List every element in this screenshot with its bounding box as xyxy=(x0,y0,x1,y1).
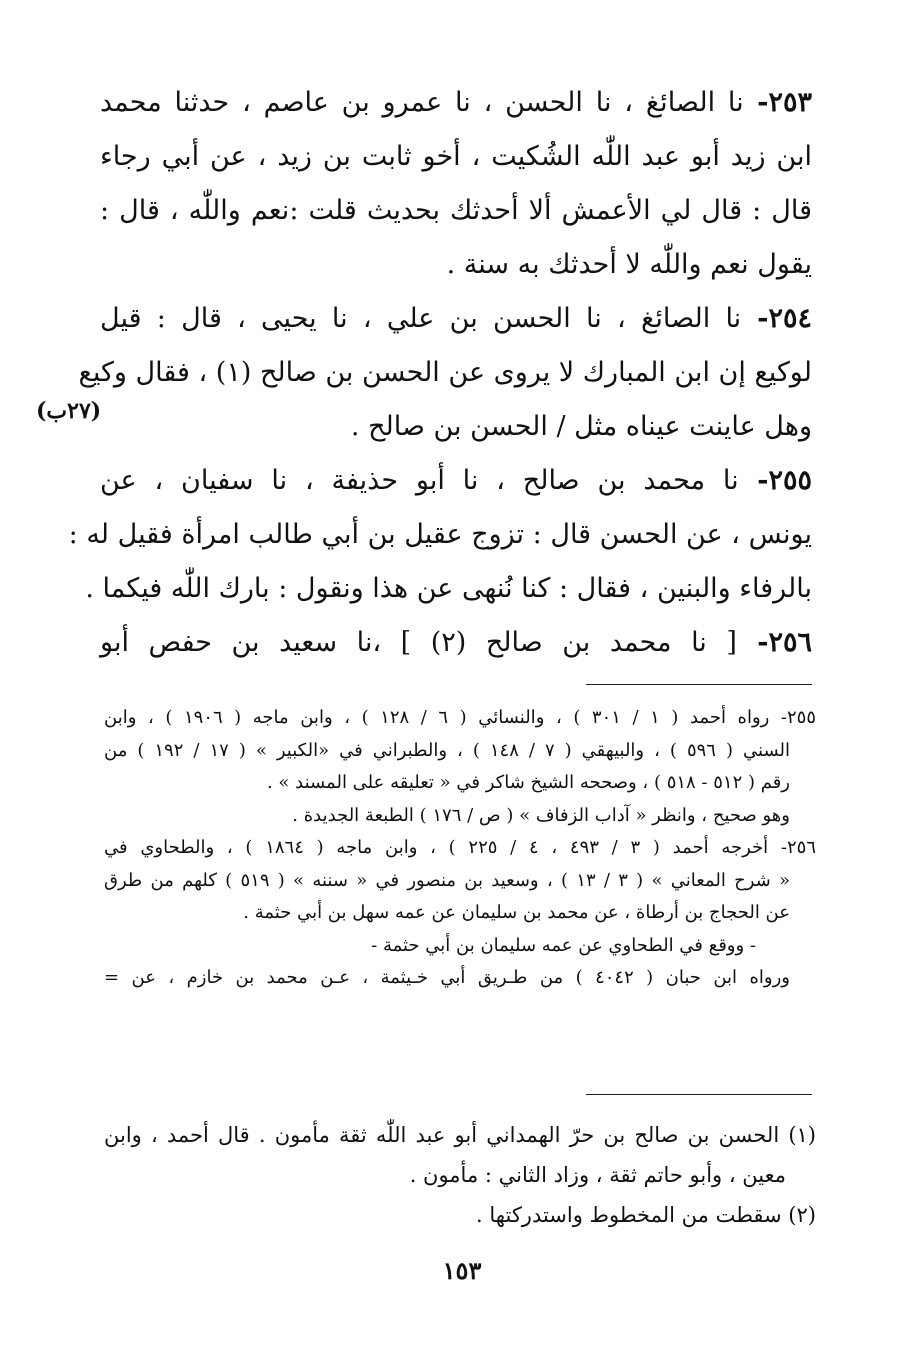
text-line: ٢٥٥- نا محمد بن صالح ، نا أبو حذيفة ، نا سفيان ، عن xyxy=(100,465,813,496)
text-line: ٢٥٦- [ نا محمد بن صالح (٢) ] ،نا سعيد بن حفص أبو xyxy=(100,627,812,658)
hadith-254 xyxy=(78,292,812,454)
page-number: ١٥٣ xyxy=(442,1256,482,1285)
note-line: (٢) سقطت من المخطوط واستدركتها . xyxy=(476,1203,816,1227)
text-line: لوكيع إن ابن المبارك لا يروى عن الحسن بن صالح (١) ، فقال وكيع xyxy=(78,357,812,388)
margin-folio-note: (٢٧ب) xyxy=(36,398,102,424)
footnote-line: وهو صحيح ، وانظر « آداب الزفاف » ( ص / ١٧٦ ) الطبعة الجديدة . xyxy=(292,804,790,826)
notes-separator xyxy=(586,1094,812,1095)
takhrij-separator xyxy=(586,684,812,685)
text-line: ٢٥٤- نا الصائغ ، نا الحسن بن علي ، نا يحيى ، قال : قيل xyxy=(100,303,812,334)
hadith-number: ٢٥٥- xyxy=(738,465,813,496)
takhrij-footnotes xyxy=(104,702,816,995)
footnote-line: ورواه ابن حبان ( ٤٠٤٢ ) من طـريق أبي خـيثمة ، عـن محمد بن خازم ، عن = xyxy=(104,967,790,988)
note-line: (١) الحسن بن صالح بن حرّ الهمداني أبو عبد اللّٰه ثقة مأمون . قال أحمد ، وابن xyxy=(104,1123,816,1147)
hadith-256 xyxy=(100,616,812,670)
text-line: وهل عاينت عيناه مثل / الحسن بن صالح . xyxy=(350,411,812,442)
hadith-255 xyxy=(68,454,813,616)
footnote-line: رقم ( ٥١٢ - ٥١٨ ) ، وصححه الشيخ شاكر في « تعليقه على المسند » . xyxy=(266,772,790,793)
hadith-number: ٢٥٣- xyxy=(743,87,812,118)
hadith-number: ٢٥٤- xyxy=(741,303,812,334)
text-line: ٢٥٣- نا الصائغ ، نا الحسن ، نا عمرو بن عاصم ، حدثنا محمد xyxy=(100,87,812,118)
footnote-line: عن الحجاج بن أرطاة ، عن محمد بن سليمان عن عمه سهل بن أبي حثمة . xyxy=(243,902,790,923)
editor-notes xyxy=(104,1115,816,1235)
text-line: يونس ، عن الحسن قال : تزوج عقيل بن أبي طالب امرأة فقيل له : xyxy=(68,519,812,550)
footnote-line: « شرح المعاني » ( ٣ / ١٣ ) ، وسعيد بن منصور في « سننه » ( ٥١٩ ) كلهم من طرق xyxy=(104,869,791,891)
text-line: قال : قال لي الأعمش ألا أحدثك بحديث قلت :نعم واللّٰه ، قال : xyxy=(100,195,812,226)
text-line: بالرفاء والبنين ، فقال : كنا نُنهى عن هذا ونقول : بارك اللّٰه فيكما . xyxy=(85,573,812,604)
footnote-line: - ووقع في الطحاوي عن عمه سليمان بن أبي حثمة - xyxy=(371,934,756,956)
footnote-line: ٢٥٦- أخرجه أحمد ( ٣ / ٤٩٣ ، ٤ / ٢٢٥ ) ، وابن ماجه ( ١٨٦٤ ) ، والطحاوي في xyxy=(104,837,817,858)
text-line: يقول نعم واللّٰه لا أحدثك به سنة . xyxy=(446,249,812,280)
note-line: معين ، وأبو حاتم ثقة ، وزاد الثاني : مأمون . xyxy=(409,1163,786,1187)
hadith-number: ٢٥٦- xyxy=(736,627,812,658)
text-line: ابن زيد أبو عبد اللّٰه الشُكيت ، أخو ثابت بن زيد ، عن أبي رجاء xyxy=(100,141,812,172)
footnote-line: السني ( ٥٩٦ ) ، والبيهقي ( ٧ / ١٤٨ ) ، والطبراني في «الكبير » ( ١٧ / ١٩٢ ) من xyxy=(104,739,790,761)
hadith-253 xyxy=(100,76,812,292)
footnote-line: ٢٥٥- رواه أحمد ( ١ / ٣٠١ ) ، والنسائي ( ٦ / ١٢٨ ) ، وابن ماجه ( ١٩٠٦ ) ، وابن xyxy=(104,707,816,728)
